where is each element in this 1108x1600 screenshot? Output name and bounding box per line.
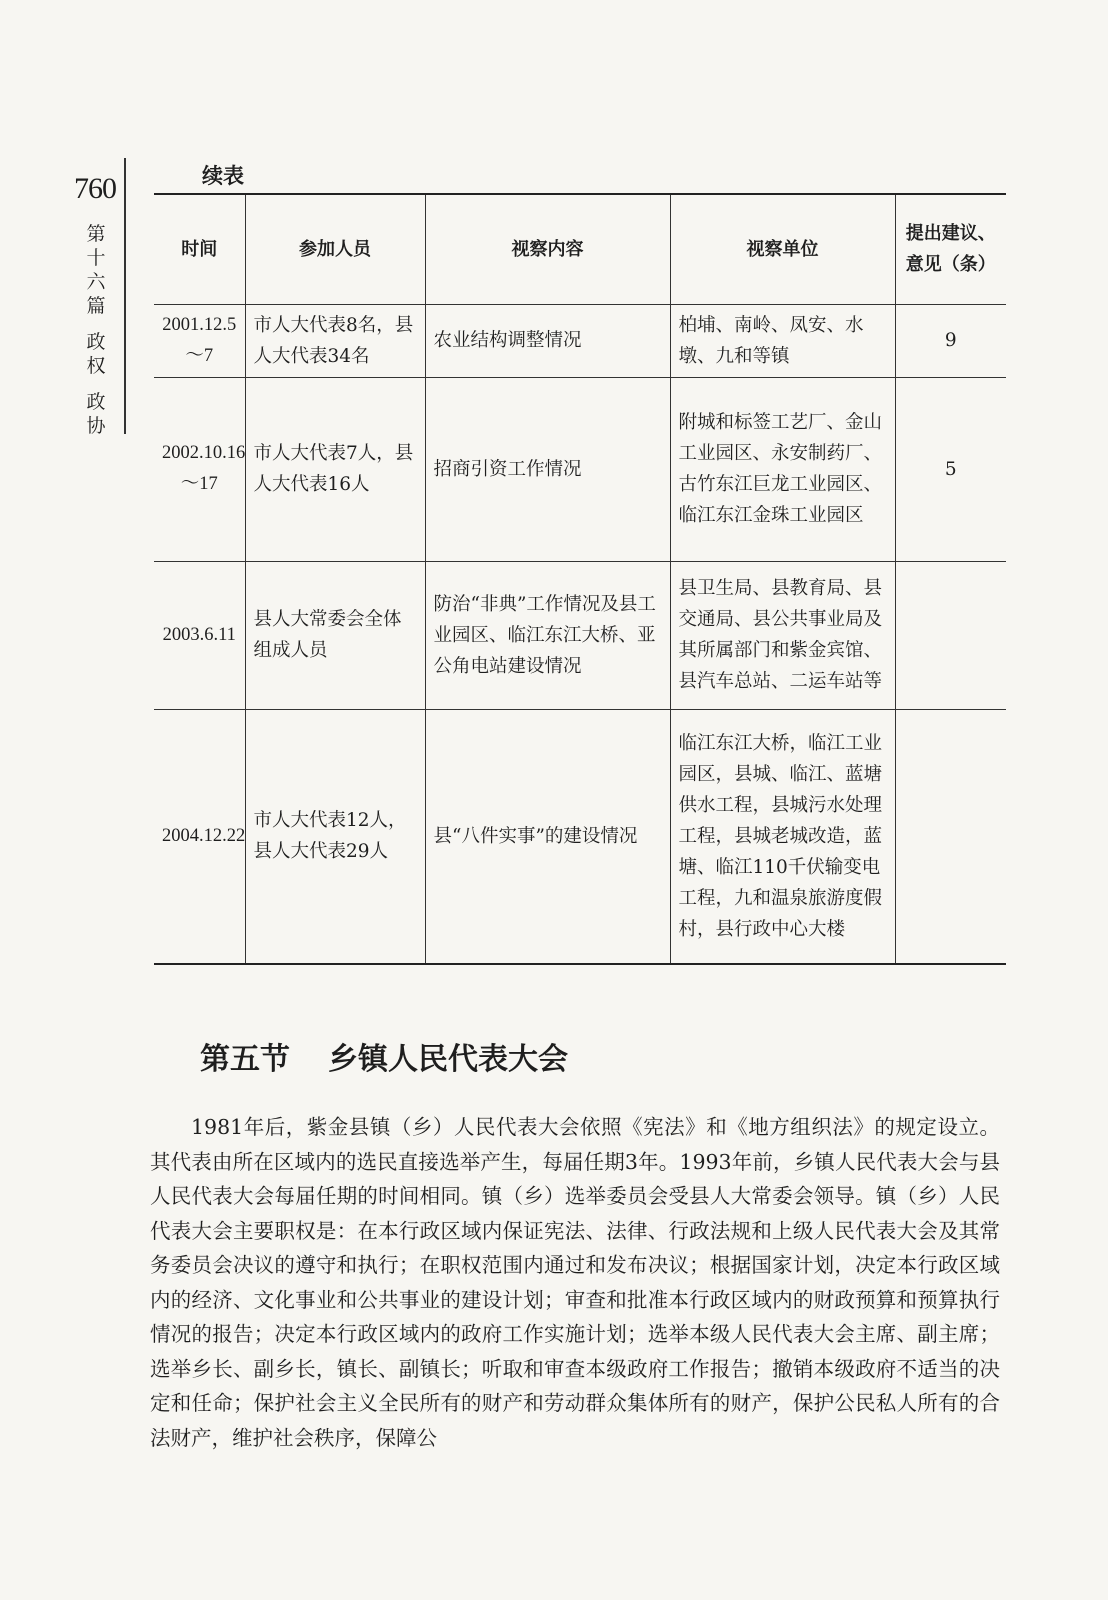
body-paragraph: 1981年后，紫金县镇（乡）人民代表大会依照《宪法》和《地方组织法》的规定设立。其代表由所在区域内的选民直接选举产生，每届任期3年。1993年前，乡镇人民代表大会与县人民代表大会每届任期的时间相同。镇（乡）选举委员会受县人大常委会领导。镇（乡）人民代表大会主要职权是：在本行政区域内保证宪法、法律、行政法规和上级人民代表大会及其常务委员会决议的遵守和执行；在职权范围内通过和发布决议；根据国家计划，决定本行政区域内的经济、文化事业和公共事业的建设计划；审查和批准本行政区域内的财政预算和预算执行情况的报告；决定本行政区域内的政府工作实施计划；选举本级人民代表大会主席、副主席；选举乡长、副乡长，镇长、副镇长；听取和审查本级政府工作报告；撤销本级政府不适当的决定和任命；保护社会主义全民所有的财产和劳动群众集体所有的财产，保护公民私人所有的合法财产，维护社会秩序，保障公 bbox=[150, 1115, 1000, 1450]
header-suggestions: 提出建议、意见（条） bbox=[895, 194, 1006, 304]
table-row bbox=[154, 561, 1006, 709]
header-participants: 参加人员 bbox=[245, 194, 425, 304]
chapter-char: 政 bbox=[86, 331, 106, 353]
table-row bbox=[154, 304, 1006, 377]
section-heading bbox=[200, 1034, 568, 1078]
chapter-char: 协 bbox=[86, 415, 106, 437]
cell-time: 2001.12.5～7 bbox=[154, 304, 245, 377]
chapter-char: 第 bbox=[86, 223, 106, 245]
cell-content: 招商引资工作情况 bbox=[425, 377, 670, 561]
chapter-label bbox=[84, 222, 108, 438]
cell-content: 防治“非典”工作情况及县工业园区、临江东江大桥、亚公角电站建设情况 bbox=[425, 561, 670, 709]
cell-suggestions: 5 bbox=[895, 377, 1006, 561]
chapter-char: 十 bbox=[86, 247, 106, 269]
cell-units: 附城和标签工艺厂、金山工业园区、永安制药厂、古竹东江巨龙工业园区、临江东江金珠工业园区 bbox=[670, 377, 895, 561]
side-divider bbox=[124, 158, 126, 434]
table-row bbox=[154, 709, 1006, 964]
cell-participants: 市人大代表12人，县人大代表29人 bbox=[245, 709, 425, 964]
cell-participants: 市人大代表7人，县人大代表16人 bbox=[245, 377, 425, 561]
page-number: 760 bbox=[74, 172, 116, 205]
cell-time: 2002.10.16～17 bbox=[154, 377, 245, 561]
cell-participants: 县人大常委会全体组成人员 bbox=[245, 561, 425, 709]
section-number: 第五节 bbox=[200, 1042, 290, 1077]
cell-content: 县“八件实事”的建设情况 bbox=[425, 709, 670, 964]
cell-suggestions: 9 bbox=[895, 304, 1006, 377]
header-content: 视察内容 bbox=[425, 194, 670, 304]
chapter-char: 篇 bbox=[86, 295, 106, 317]
cell-units: 临江东江大桥，临江工业园区，县城、临江、蓝塘供水工程，县城污水处理工程，县城老城改造，蓝塘、临江110千伏输变电工程，九和温泉旅游度假村，县行政中心大楼 bbox=[670, 709, 895, 964]
inspection-table bbox=[154, 193, 1006, 965]
table-caption: 续表 bbox=[202, 163, 244, 188]
chapter-gap bbox=[84, 318, 108, 330]
chapter-char: 六 bbox=[86, 271, 106, 293]
cell-suggestions bbox=[895, 561, 1006, 709]
cell-participants: 市人大代表8名，县人大代表34名 bbox=[245, 304, 425, 377]
cell-units: 柏埔、南岭、凤安、水墩、九和等镇 bbox=[670, 304, 895, 377]
cell-time: 2003.6.11 bbox=[154, 561, 245, 709]
section-title-text: 乡镇人民代表大会 bbox=[328, 1042, 568, 1077]
table-row bbox=[154, 377, 1006, 561]
header-time: 时间 bbox=[154, 194, 245, 304]
table-header-row bbox=[154, 194, 1006, 304]
chapter-char: 权 bbox=[86, 355, 106, 377]
cell-time: 2004.12.22 bbox=[154, 709, 245, 964]
cell-suggestions bbox=[895, 709, 1006, 964]
cell-content: 农业结构调整情况 bbox=[425, 304, 670, 377]
chapter-gap bbox=[84, 378, 108, 390]
chapter-char: 政 bbox=[86, 391, 106, 413]
header-units: 视察单位 bbox=[670, 194, 895, 304]
cell-units: 县卫生局、县教育局、县交通局、县公共事业局及其所属部门和紫金宾馆、县汽车总站、二运车站等 bbox=[670, 561, 895, 709]
